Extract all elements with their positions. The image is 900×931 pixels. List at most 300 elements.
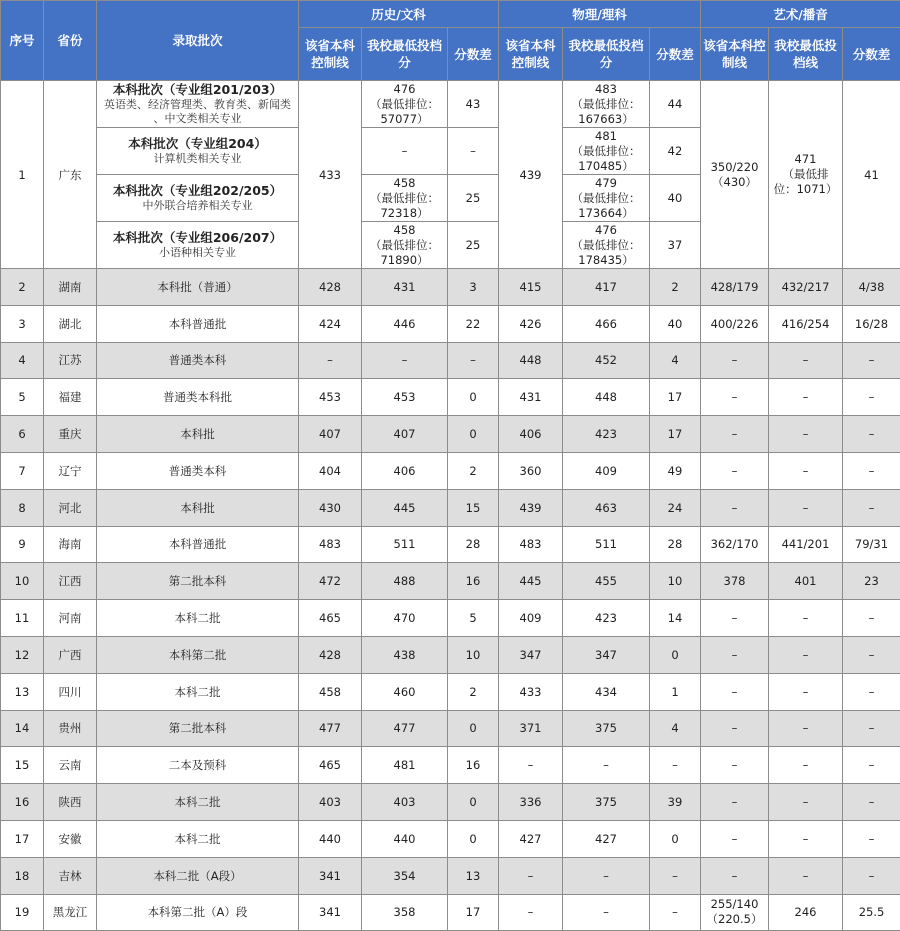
cell-art-min-score: – (769, 673, 843, 710)
cell-province: 云南 (44, 747, 97, 784)
cell-physics-diff: 17 (650, 379, 701, 416)
cell-art-min-score: – (769, 636, 843, 673)
cell-physics-diff: 0 (650, 820, 701, 857)
cell-art-diff: – (843, 489, 900, 526)
cell-physics-min-score: 427 (563, 820, 650, 857)
cell-physics-min-score: 423 (563, 600, 650, 637)
cell-seq: 12 (1, 636, 44, 673)
history-min-score-line: 57077） (364, 112, 445, 127)
history-min-score-line: （最低排位： (364, 238, 445, 253)
cell-art-min-score (769, 81, 843, 269)
art-control-line-line: 255/140 (703, 897, 766, 912)
cell-seq: 9 (1, 526, 44, 563)
cell-art-diff: – (843, 747, 900, 784)
cell-history-control-line: 477 (299, 710, 362, 747)
cell-province: 四川 (44, 673, 97, 710)
history-min-score-line: 71890） (364, 253, 445, 268)
cell-art-min-score: – (769, 489, 843, 526)
cell-art-diff: – (843, 857, 900, 894)
history-min-score-line: 476 (364, 82, 445, 97)
cell-seq: 17 (1, 820, 44, 857)
table-row (1, 710, 900, 747)
cell-province: 河北 (44, 489, 97, 526)
physics-min-score-line: （最低排位： (565, 191, 647, 206)
cell-history-min-score: 354 (362, 857, 448, 894)
table-row (1, 673, 900, 710)
batch-group-title: 本科批次（专业组201/203） (99, 82, 296, 98)
cell-seq: 1 (1, 81, 44, 269)
cell-history-min-score: 440 (362, 820, 448, 857)
cell-batch: 本科二批 (97, 600, 299, 637)
cell-physics-control-line: 439 (499, 489, 563, 526)
cell-art-diff: 41 (843, 81, 900, 269)
table-row (1, 489, 900, 526)
physics-min-score-line: 170485） (565, 159, 647, 174)
cell-physics-diff: 40 (650, 175, 701, 222)
cell-history-diff: 16 (448, 563, 499, 600)
cell-batch: 本科二批 (97, 820, 299, 857)
cell-history-min-score: 445 (362, 489, 448, 526)
cell-history-control-line: 440 (299, 820, 362, 857)
cell-physics-min-score (563, 222, 650, 269)
table-row (1, 416, 900, 453)
cell-physics-min-score (563, 128, 650, 175)
header-group-art: 艺术/播音 (701, 1, 900, 28)
cell-art-control-line: – (701, 489, 769, 526)
cell-physics-control-line: 406 (499, 416, 563, 453)
header-seq: 序号 (1, 1, 44, 81)
cell-physics-min-score: – (563, 894, 650, 931)
cell-batch: 第二批本科 (97, 563, 299, 600)
cell-art-min-score: – (769, 857, 843, 894)
header-physics-min-score: 我校最低投档分 (563, 28, 650, 81)
cell-seq: 4 (1, 342, 44, 379)
cell-history-min-score: 481 (362, 747, 448, 784)
cell-art-control-line: – (701, 342, 769, 379)
cell-art-control-line: – (701, 379, 769, 416)
cell-physics-diff: 24 (650, 489, 701, 526)
cell-history-control-line: 404 (299, 452, 362, 489)
header-art-diff: 分数差 (843, 28, 900, 81)
cell-art-control-line: – (701, 452, 769, 489)
cell-history-diff: 0 (448, 379, 499, 416)
cell-batch-group (97, 175, 299, 222)
cell-history-min-score: 470 (362, 600, 448, 637)
cell-art-min-score: – (769, 820, 843, 857)
cell-art-control-line (701, 894, 769, 931)
cell-history-control-line: 428 (299, 636, 362, 673)
art-min-score-line: 471 (771, 152, 840, 167)
cell-history-control-line: 341 (299, 894, 362, 931)
cell-history-diff: 0 (448, 820, 499, 857)
cell-physics-control-line: 336 (499, 784, 563, 821)
table-row (1, 452, 900, 489)
table-body (1, 81, 900, 931)
cell-history-diff: 28 (448, 526, 499, 563)
physics-min-score-line: 173664） (565, 206, 647, 221)
cell-batch: 本科二批 (97, 784, 299, 821)
cell-batch: 本科第二批（A）段 (97, 894, 299, 931)
cell-batch: 普通类本科批 (97, 379, 299, 416)
cell-art-diff: 79/31 (843, 526, 900, 563)
cell-art-diff: – (843, 416, 900, 453)
cell-physics-control-line: – (499, 747, 563, 784)
cell-history-min-score: 460 (362, 673, 448, 710)
art-control-line-line: 350/220 (703, 160, 766, 175)
cell-history-diff: 0 (448, 416, 499, 453)
cell-history-control-line: 453 (299, 379, 362, 416)
cell-batch: 本科普通批 (97, 526, 299, 563)
header-art-control-line: 该省本科控制线 (701, 28, 769, 81)
cell-history-diff: 13 (448, 857, 499, 894)
history-min-score-line: 458 (364, 176, 445, 191)
cell-art-diff: – (843, 636, 900, 673)
art-min-score-line: 位：1071） (771, 182, 840, 197)
cell-seq: 6 (1, 416, 44, 453)
cell-art-control-line: – (701, 747, 769, 784)
cell-art-diff: – (843, 600, 900, 637)
table-row (1, 342, 900, 379)
batch-group-majors: 英语类、经济管理类、教育类、新闻类 (99, 98, 296, 112)
batch-group-majors: 、中文类相关专业 (99, 112, 296, 126)
cell-history-min-score (362, 222, 448, 269)
cell-art-min-score: – (769, 710, 843, 747)
cell-physics-min-score: 511 (563, 526, 650, 563)
cell-physics-min-score: – (563, 747, 650, 784)
cell-seq: 18 (1, 857, 44, 894)
batch-group-title: 本科批次（专业组202/205） (99, 183, 296, 199)
cell-history-control-line: 458 (299, 673, 362, 710)
cell-art-diff: – (843, 710, 900, 747)
batch-group-title: 本科批次（专业组204） (99, 136, 296, 152)
cell-province: 福建 (44, 379, 97, 416)
cell-history-control-line: 341 (299, 857, 362, 894)
cell-seq: 13 (1, 673, 44, 710)
table-row (1, 820, 900, 857)
history-min-score-line: – (364, 144, 445, 159)
cell-history-control-line: – (299, 342, 362, 379)
cell-physics-min-score (563, 81, 650, 128)
cell-physics-diff: 28 (650, 526, 701, 563)
cell-province: 吉林 (44, 857, 97, 894)
cell-history-diff: 25 (448, 222, 499, 269)
cell-art-control-line: – (701, 784, 769, 821)
cell-art-min-score: 441/201 (769, 526, 843, 563)
cell-seq: 8 (1, 489, 44, 526)
cell-history-diff: 0 (448, 710, 499, 747)
cell-physics-diff: 14 (650, 600, 701, 637)
cell-history-min-score: 477 (362, 710, 448, 747)
cell-batch: 本科批（普通） (97, 269, 299, 306)
cell-province: 海南 (44, 526, 97, 563)
cell-history-diff: 2 (448, 452, 499, 489)
cell-physics-min-score: 375 (563, 784, 650, 821)
cell-batch-group (97, 81, 299, 128)
physics-min-score-line: 178435） (565, 253, 647, 268)
cell-physics-min-score: – (563, 857, 650, 894)
cell-physics-control-line: 433 (499, 673, 563, 710)
cell-history-min-score: – (362, 342, 448, 379)
cell-seq: 19 (1, 894, 44, 931)
cell-art-min-score: – (769, 379, 843, 416)
cell-art-control-line: – (701, 416, 769, 453)
cell-seq: 5 (1, 379, 44, 416)
cell-art-min-score: 432/217 (769, 269, 843, 306)
cell-physics-min-score: 452 (563, 342, 650, 379)
header-group-history: 历史/文科 (299, 1, 499, 28)
cell-history-diff: 0 (448, 784, 499, 821)
header-group-physics: 物理/理科 (499, 1, 701, 28)
header-physics-control-line: 该省本科控制线 (499, 28, 563, 81)
cell-batch: 本科二批 (97, 673, 299, 710)
header-batch: 录取批次 (97, 1, 299, 81)
cell-batch: 本科第二批 (97, 636, 299, 673)
cell-history-control-line: 472 (299, 563, 362, 600)
cell-batch: 本科二批（A段） (97, 857, 299, 894)
cell-seq: 16 (1, 784, 44, 821)
cell-physics-diff: – (650, 857, 701, 894)
cell-province: 广西 (44, 636, 97, 673)
table-row (1, 894, 900, 931)
cell-seq: 7 (1, 452, 44, 489)
batch-group-title: 本科批次（专业组206/207） (99, 230, 296, 246)
cell-history-diff: 25 (448, 175, 499, 222)
cell-history-diff: 3 (448, 269, 499, 306)
table-row (1, 636, 900, 673)
table-row (1, 269, 900, 306)
cell-history-diff: 2 (448, 673, 499, 710)
cell-physics-diff: – (650, 894, 701, 931)
header-row-groups (1, 1, 900, 28)
cell-art-control-line: 362/170 (701, 526, 769, 563)
cell-art-control-line: – (701, 710, 769, 747)
cell-physics-diff: 10 (650, 563, 701, 600)
cell-history-min-score: 453 (362, 379, 448, 416)
cell-batch-group (97, 222, 299, 269)
cell-history-diff: 16 (448, 747, 499, 784)
cell-physics-min-score: 463 (563, 489, 650, 526)
cell-art-control-line: – (701, 857, 769, 894)
cell-art-min-score: – (769, 342, 843, 379)
cell-art-control-line: 400/226 (701, 305, 769, 342)
cell-history-control-line: 428 (299, 269, 362, 306)
cell-art-min-score: 401 (769, 563, 843, 600)
cell-physics-diff: 0 (650, 636, 701, 673)
cell-seq: 14 (1, 710, 44, 747)
cell-history-diff: 10 (448, 636, 499, 673)
cell-history-diff: 17 (448, 894, 499, 931)
cell-physics-control-line: – (499, 857, 563, 894)
cell-province: 陕西 (44, 784, 97, 821)
cell-physics-min-score: 448 (563, 379, 650, 416)
cell-history-min-score: 446 (362, 305, 448, 342)
cell-art-diff: – (843, 820, 900, 857)
cell-province: 贵州 (44, 710, 97, 747)
physics-min-score-line: 479 (565, 176, 647, 191)
cell-batch: 本科批 (97, 489, 299, 526)
history-min-score-line: （最低排位： (364, 191, 445, 206)
cell-history-min-score: 511 (362, 526, 448, 563)
cell-history-diff: 15 (448, 489, 499, 526)
cell-physics-min-score: 434 (563, 673, 650, 710)
cell-art-min-score: – (769, 416, 843, 453)
cell-art-diff: – (843, 673, 900, 710)
cell-physics-control-line: – (499, 894, 563, 931)
cell-physics-control-line: 371 (499, 710, 563, 747)
cell-physics-control-line: 360 (499, 452, 563, 489)
cell-physics-min-score: 423 (563, 416, 650, 453)
cell-physics-control-line: 427 (499, 820, 563, 857)
cell-history-control-line: 465 (299, 600, 362, 637)
cell-batch: 二本及预科 (97, 747, 299, 784)
cell-physics-control-line: 483 (499, 526, 563, 563)
cell-art-diff: 23 (843, 563, 900, 600)
cell-physics-diff: 4 (650, 342, 701, 379)
cell-art-control-line: – (701, 820, 769, 857)
cell-history-control-line: 433 (299, 81, 362, 269)
cell-seq: 15 (1, 747, 44, 784)
cell-physics-diff: 17 (650, 416, 701, 453)
cell-physics-control-line: 415 (499, 269, 563, 306)
table-row (1, 747, 900, 784)
physics-min-score-line: （最低排位： (565, 238, 647, 253)
cell-physics-min-score: 375 (563, 710, 650, 747)
cell-physics-min-score: 347 (563, 636, 650, 673)
cell-art-min-score: – (769, 747, 843, 784)
cell-art-min-score: 246 (769, 894, 843, 931)
cell-province: 重庆 (44, 416, 97, 453)
cell-history-min-score: 488 (362, 563, 448, 600)
cell-art-control-line: – (701, 673, 769, 710)
header-history-min-score: 我校最低投档分 (362, 28, 448, 81)
cell-history-control-line: 465 (299, 747, 362, 784)
physics-min-score-line: 167663） (565, 112, 647, 127)
cell-physics-min-score (563, 175, 650, 222)
cell-physics-control-line: 426 (499, 305, 563, 342)
table-row (1, 784, 900, 821)
cell-art-diff: 25.5 (843, 894, 900, 931)
cell-physics-control-line: 347 (499, 636, 563, 673)
cell-physics-diff: 1 (650, 673, 701, 710)
cell-art-diff: 4/38 (843, 269, 900, 306)
physics-min-score-line: （最低排位： (565, 97, 647, 112)
cell-physics-control-line: 445 (499, 563, 563, 600)
header-history-diff: 分数差 (448, 28, 499, 81)
cell-history-min-score (362, 81, 448, 128)
table-row (1, 526, 900, 563)
cell-physics-min-score: 409 (563, 452, 650, 489)
cell-art-diff: 16/28 (843, 305, 900, 342)
cell-province: 湖北 (44, 305, 97, 342)
physics-min-score-line: 481 (565, 129, 647, 144)
cell-art-control-line: 428/179 (701, 269, 769, 306)
cell-physics-control-line: 409 (499, 600, 563, 637)
cell-history-control-line: 430 (299, 489, 362, 526)
cell-history-diff: 43 (448, 81, 499, 128)
cell-province: 辽宁 (44, 452, 97, 489)
cell-history-control-line: 403 (299, 784, 362, 821)
cell-physics-min-score: 417 (563, 269, 650, 306)
cell-history-min-score: 403 (362, 784, 448, 821)
cell-art-diff: – (843, 784, 900, 821)
cell-art-min-score: – (769, 784, 843, 821)
cell-history-diff: – (448, 342, 499, 379)
cell-province: 河南 (44, 600, 97, 637)
cell-province: 黑龙江 (44, 894, 97, 931)
batch-group-majors: 中外联合培养相关专业 (99, 199, 296, 213)
cell-art-control-line (701, 81, 769, 269)
cell-physics-diff: – (650, 747, 701, 784)
cell-batch: 本科普通批 (97, 305, 299, 342)
cell-physics-diff: 49 (650, 452, 701, 489)
cell-seq: 2 (1, 269, 44, 306)
cell-province: 广东 (44, 81, 97, 269)
header-history-control-line: 该省本科控制线 (299, 28, 362, 81)
history-min-score-line: 72318） (364, 206, 445, 221)
cell-history-control-line: 407 (299, 416, 362, 453)
table-row (1, 379, 900, 416)
cell-seq: 10 (1, 563, 44, 600)
cell-physics-diff: 39 (650, 784, 701, 821)
cell-history-min-score: 431 (362, 269, 448, 306)
cell-art-control-line: – (701, 636, 769, 673)
cell-physics-min-score: 466 (563, 305, 650, 342)
history-min-score-line: （最低排位： (364, 97, 445, 112)
cell-physics-control-line: 448 (499, 342, 563, 379)
cell-art-min-score: – (769, 452, 843, 489)
cell-batch: 普通类本科 (97, 342, 299, 379)
cell-art-control-line: – (701, 600, 769, 637)
art-control-line-line: （430） (703, 175, 766, 190)
cell-history-min-score: 438 (362, 636, 448, 673)
cell-seq: 11 (1, 600, 44, 637)
cell-history-min-score (362, 128, 448, 175)
physics-min-score-line: 476 (565, 223, 647, 238)
cell-province: 湖南 (44, 269, 97, 306)
cell-history-control-line: 424 (299, 305, 362, 342)
cell-province: 安徽 (44, 820, 97, 857)
batch-group-majors: 计算机类相关专业 (99, 152, 296, 166)
cell-history-min-score: 358 (362, 894, 448, 931)
cell-history-min-score: 407 (362, 416, 448, 453)
table-row-guangdong (1, 81, 900, 128)
cell-history-diff: 5 (448, 600, 499, 637)
header-art-min-score: 我校最低投档线 (769, 28, 843, 81)
cell-art-min-score: – (769, 600, 843, 637)
cell-batch: 普通类本科 (97, 452, 299, 489)
physics-min-score-line: 483 (565, 82, 647, 97)
cell-art-diff: – (843, 342, 900, 379)
cell-art-min-score: 416/254 (769, 305, 843, 342)
cell-physics-min-score: 455 (563, 563, 650, 600)
cell-physics-diff: 37 (650, 222, 701, 269)
art-min-score-line: （最低排 (771, 167, 840, 182)
art-control-line-line: （220.5） (703, 912, 766, 927)
cell-seq: 3 (1, 305, 44, 342)
cell-province: 江苏 (44, 342, 97, 379)
history-min-score-line: 458 (364, 223, 445, 238)
cell-batch-group (97, 128, 299, 175)
cell-history-diff: – (448, 128, 499, 175)
cell-physics-diff: 42 (650, 128, 701, 175)
cell-history-min-score (362, 175, 448, 222)
batch-group-majors: 小语种相关专业 (99, 246, 296, 260)
cell-art-control-line: 378 (701, 563, 769, 600)
header-province: 省份 (44, 1, 97, 81)
cell-art-diff: – (843, 452, 900, 489)
cell-physics-control-line: 439 (499, 81, 563, 269)
table-row (1, 563, 900, 600)
